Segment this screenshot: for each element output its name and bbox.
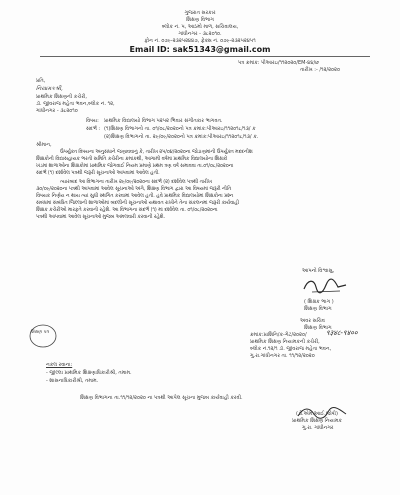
addressee-city: ગાંધીનગર - ૩૮૨૦૧૦	[36, 108, 78, 114]
letterhead-line2: શિક્ષણ વિભાગ	[186, 17, 214, 23]
letter-reference-number: પત્ર ક્રમાંક: પીઆરઇ/૧૧૨૦૨૦/EM-૪૪/છ	[238, 60, 320, 66]
letter-date: તારીખ :- /૧૨/૨૦૨૦	[300, 67, 340, 73]
copy-number: ક્રમાંક:પ્રાશિનિ/ક-ગેટ/૨૦૨૦/	[250, 332, 307, 338]
footer-signer: (ડો.એમ.આઈ.જોષી)	[296, 411, 338, 417]
body-line: સંદર્ભ (૧) દર્શાવેલ પત્રથી જરૂરી સૂચનાઓ આપવામાં આવેલ હતી.	[36, 171, 160, 176]
signature-scribble-icon	[300, 275, 350, 297]
recipients-label: નકલ રવાના:	[46, 362, 73, 368]
reference-1: (૧)શિક્ષણ વિભાગનો તા. ૦૧/૦૮/૨૦૨૦નો પત્ર ક્રમાંક:પીઆરઇ/૧૧૨૦૧૮/૧૩/ ક	[104, 126, 256, 132]
copy-line1: શિક્ષણ વિભાગ	[304, 325, 332, 331]
body-line: શિક્ષકોની વિદ્યાસહાયક ભરતી સમિતિ કચેરીના ક્રમાંકથી, આગામી વર્ષમાં પ્રાથમિક વિદ્યાલયોના શિક્ષકો	[36, 157, 228, 162]
reference-label: સંદર્ભ :	[86, 126, 101, 132]
body-line: શિક્ષક કચેરીઓ મારફતે કરવાની રહેશે. આ વિભાગના સંદર્ભ (૧) માં દર્શાવેલ તા. ૦૧/૦૮/૨૦૨૦ના	[36, 208, 218, 213]
recipient-item: - જીલ્લા પ્રાથમિક શિક્ષણાધિકારીશ્રી, તમામ.	[46, 370, 132, 376]
body-line: ત્યારબાદ આ વિભાગના તારીખ ૨૯/૦૯/૨૦૨૦ના સંદર્ભ (૨) દર્શાવેલ પત્રથી તારીખ	[60, 180, 212, 185]
handwritten-stamp	[28, 322, 58, 354]
body-line: વિષયક નિર્ણય ન થાય ત્યાં સુધી સ્થગિત કરવામાં આવેલ હતી. હવે પ્રાથમિક વિદ્યાલયોમાં શિક્ષકોના પ્રશ્ન	[36, 194, 234, 199]
body-line: ૩૦/૦૯/૨૦૨૦ના પત્રથી આપવામાં આવેલ સૂચનાઓ અંગે, શિક્ષણ વિભાગ દ્વારા આ વિષયમાં જરૂરી નીતિ	[36, 187, 232, 192]
addressee-address: ડૉ. જીવરાજ મહેતા ભવન,બ્લોક નં. ૧૨,	[36, 101, 115, 107]
footer-signer-title: પ્રાથમિક શિક્ષણ નિયામક	[292, 418, 342, 424]
letterhead-line5: ફોન નં. ૦૭૯-૨૩૨૫૨૪૪૭, ફેક્સ નં. ૦૭૯-૨૩૨૫૨૪૫૧	[144, 38, 256, 44]
copy-line3: બ્લોક નં.૧૨/૧ ડૉ. જીવરાજ મહેતા ભવન,	[250, 346, 332, 352]
letterhead-email: Email ID: sak51343@gmail.com	[129, 45, 271, 54]
addressee-name: નિયામકશ્રી,	[36, 86, 63, 92]
addressee-office: પ્રાથમિક શિક્ષણની કચેરી,	[36, 94, 87, 100]
signature-office: શિક્ષણ વિભાગ	[304, 306, 332, 312]
reference-2: (૨)શિક્ષણ વિભાગનો તા. ૨૯/૦૯/૨૦૨૦નો પત્ર ક્રમાંક:પીઆરઇ/૧૧૨૦૧૮/૧૩/ ક.	[104, 134, 259, 140]
stamp-circle-icon	[28, 322, 58, 350]
body-line: ઉપર્યુક્ત વિષયના અનુસંધાને જણાવવાનું કે, તારીખ ૨૫/૦૪/૨૦૨૦ના જોડાણમાંની ઉપર્યુક્ત મદદનીશ	[60, 150, 253, 155]
signature-title: ( શિક્ષક ભાગ )	[304, 299, 334, 305]
letterhead-rule	[40, 56, 370, 57]
recipient-item: - શાસનાધિકારીશ્રી, તમામ.	[46, 378, 99, 384]
addressee-prati: પ્રતિ,	[36, 78, 46, 84]
body-line: ખંડમાં શાળાઓના શિક્ષકોમાં પ્રાથમિક જોગવાઈ નિયમ પ્રમાણે પ્રથમ ત્રણ વર્ષ સમાવવા તા.૦૧/૦૮/૨૦૨૦ના	[36, 164, 234, 169]
letterhead-line3: બ્લોક નં. ૫, આઠમો માળ, સચિવાલય,	[161, 24, 239, 30]
copy-line2: પ્રાથમિક શિક્ષણ નિયામકની કચેરી,	[250, 339, 320, 345]
body-line: પત્રથી આપવામાં આવેલ સૂચનાઓ મુજબ અમલવારી કરવાની રહેશે.	[36, 215, 165, 220]
copy-line4: ગુ.રા.ગાંધીનગર તા. ૧૧/૧૨/૨૦૨૦	[250, 353, 315, 359]
footer-text: શિક્ષણ વિભાગના તા.૧૧/૧૨/૨૦૨૦ ના પત્રથી આપેલ સૂચના મુજબ કાર્યવાહી કરવી.	[80, 395, 243, 401]
stamp-text: શિક્ષણ પત્ર	[30, 330, 49, 335]
letterhead-line1: ગુજરાત સરકાર	[184, 10, 216, 16]
body-line: સંબંધમાં સંબંધિત જિલ્લાની શાળાઓમાં બદલીની સૂચનાઓ યથાવત રાખીને તેના સંકલનમાં જરૂરી કાર્યવાહી	[36, 201, 240, 206]
subject-label: વિષય:	[86, 118, 99, 124]
signature-closing: આપનો વિશ્વાસુ,	[302, 268, 335, 274]
salutation: શ્રીમાન,	[36, 142, 52, 148]
letterhead-line4: ગાંધીનગર - ૩૮૨૦૧૦.	[178, 31, 222, 37]
footer-signer-place: ગુ.રા. ગાંધીનગર	[302, 425, 334, 431]
subject-text: પ્રાથમિક વિદ્યાલયો વિભાગ ૫૨૫૨ ભિવાર સંગીતકાર ભાગવત.	[104, 118, 223, 124]
copy-label: અવર સચિવ	[300, 318, 325, 324]
copy-handwritten-number: ९३४८-९४००	[326, 329, 358, 337]
